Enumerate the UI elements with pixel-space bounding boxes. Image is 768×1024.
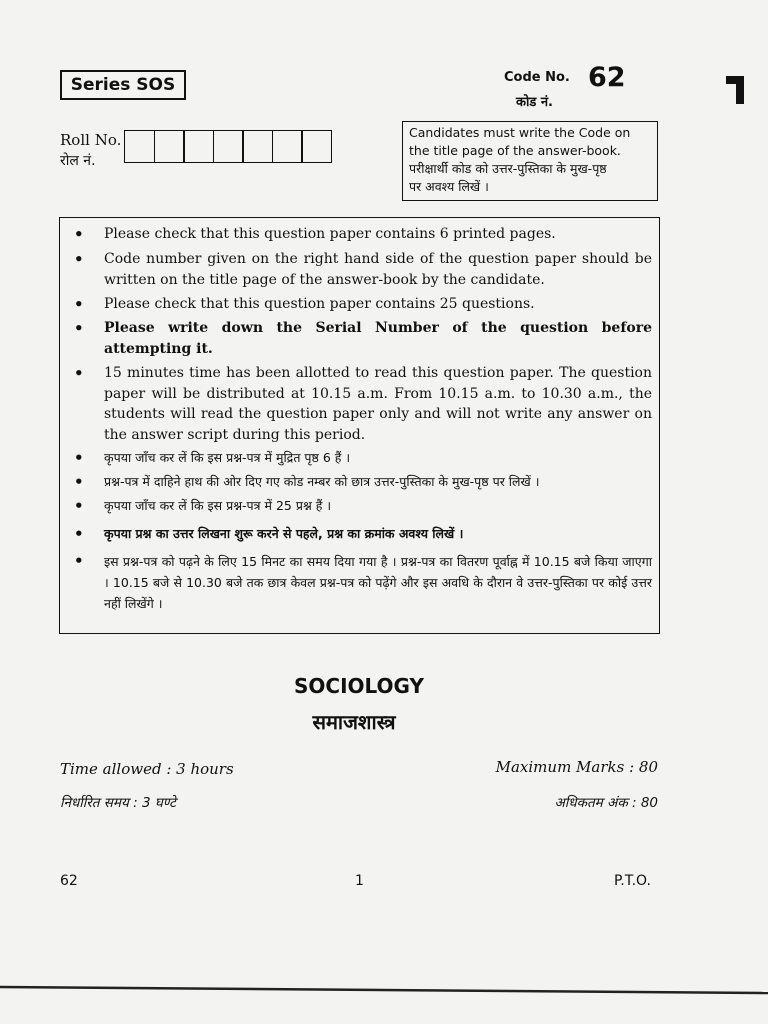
code-value: 62 [588, 62, 626, 93]
roll-label: Roll No. [60, 131, 122, 149]
roll-digit-box[interactable] [301, 130, 332, 163]
scan-edge-line [0, 985, 768, 995]
code-label-hindi: कोड नं. [516, 95, 553, 110]
subject-title: SOCIOLOGY [293, 674, 425, 698]
instruction-item: • Please check that this question paper contains 25 questions. [104, 294, 652, 315]
candidate-note-line: परीक्षार्थी कोड को उत्तर-पुस्तिका के मुख-पृष्ठ [409, 161, 607, 176]
page-number: 1 [355, 873, 364, 889]
candidate-note-line: Candidates must write the Code on [409, 125, 631, 140]
candidate-note-box [402, 121, 658, 201]
instruction-item: • प्रश्न-पत्र में दाहिने हाथ की ओर दिए गए कोड नम्बर को छात्र उत्तर-पुस्तिका के मुख-पृष्ठ पर लिखें । [104, 472, 652, 493]
roll-digit-box[interactable] [242, 130, 273, 163]
instruction-item: • Please check that this question paper contains 6 printed pages. [104, 224, 652, 245]
instruction-item: • कृपया प्रश्न का उत्तर लिखना शुरू करने से पहले, प्रश्न का क्रमांक अवश्य लिखें । [104, 524, 652, 545]
instruction-item: • Code number given on the right hand side of the question paper should be written on the title page of the answer-book by the candidate. [104, 249, 652, 290]
code-label: Code No. [504, 70, 570, 85]
registration-mark-icon [726, 76, 746, 104]
roll-digit-box[interactable] [124, 130, 155, 163]
roll-digit-box[interactable] [213, 130, 244, 163]
roll-digit-box[interactable] [272, 130, 303, 163]
maximum-marks: Maximum Marks : 80 [495, 758, 658, 776]
roll-label-hindi: रोल नं. [60, 153, 96, 169]
instruction-item: • कृपया जाँच कर लें कि इस प्रश्न-पत्र में 25 प्रश्न हैं । [104, 496, 652, 517]
pto-label: P.T.O. [614, 873, 651, 889]
candidate-note-line: the title page of the answer-book. [409, 143, 621, 158]
footer-code: 62 [60, 873, 78, 889]
subject-title-hindi: समाजशास्त्र [312, 710, 396, 734]
instruction-item: • कृपया जाँच कर लें कि इस प्रश्न-पत्र में मुद्रित पृष्ठ 6 हैं । [104, 448, 652, 469]
instruction-item: • 15 minutes time has been allotted to read this question paper. The question paper will be distributed at 10.15 a.m. From 10.15 a.m. to 10.30 a.m., the students will read the question paper only and will not write any answer on the answer script during this period. [104, 363, 652, 445]
instructions-box [59, 217, 660, 634]
instruction-item: • इस प्रश्न-पत्र को पढ़ने के लिए 15 मिनट का समय दिया गया है । प्रश्न-पत्र का वितरण पूर्वाह्न में 10.15 बजे किया जाएगा । 10.15 बजे से 10.30 बजे तक छात्र केवल प्रश्न-पत्र को पढ़ेंगे और इस अवधि के दौरान वे उत्तर-पुस्तिका पर कोई उत्तर नहीं लिखेंगे । [104, 551, 652, 614]
roll-digit-box[interactable] [183, 130, 214, 163]
candidate-note-line: पर अवश्य लिखें । [409, 179, 489, 194]
time-allowed: Time allowed : 3 hours [60, 760, 234, 778]
series-label: Series SOS [60, 70, 186, 100]
time-allowed-hindi: निर्धारित समय : 3 घण्टे [60, 795, 176, 811]
maximum-marks-hindi: अधिकतम अंक : 80 [554, 795, 658, 811]
instruction-item: • Please write down the Serial Number of the question before attempting it. [104, 318, 652, 359]
roll-number-boxes [124, 130, 331, 163]
roll-digit-box[interactable] [154, 130, 185, 163]
